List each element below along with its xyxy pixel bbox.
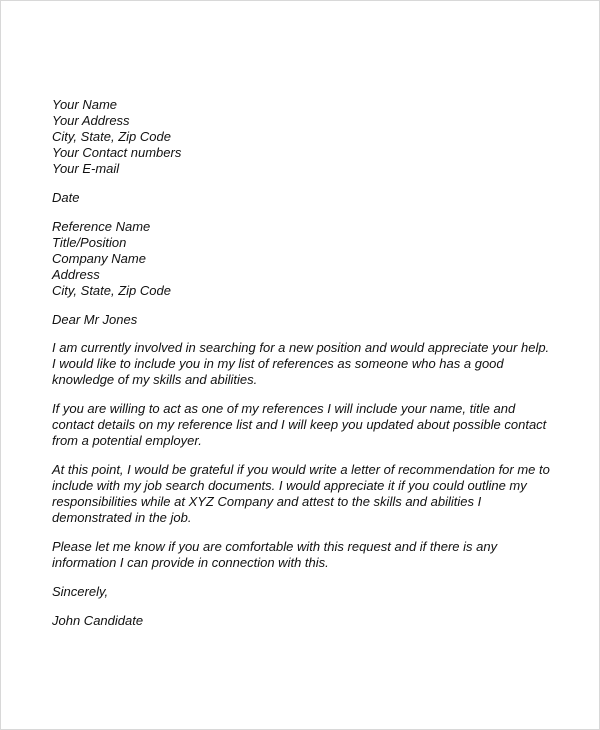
salutation-block: [52, 312, 572, 328]
date-block: [52, 190, 572, 206]
signature-name: John Candidate: [52, 613, 144, 628]
paragraph-3: [52, 462, 572, 526]
recipient-company: Company Name: [52, 251, 146, 266]
recipient-block: [52, 219, 572, 299]
recipient-address: Address: [52, 267, 100, 282]
signature-block: [52, 613, 572, 629]
paragraph-line: from a potential employer.: [52, 433, 202, 448]
closing: Sincerely,: [52, 584, 109, 599]
paragraph-line: demonstrated in the job.: [52, 510, 192, 525]
paragraph-line: I am currently involved in searching for a new position and would appreciate your help.: [52, 340, 550, 355]
sender-block: [52, 97, 572, 177]
letter-body: [52, 97, 572, 629]
paragraph-4: [52, 539, 572, 571]
paragraph-line: I would like to include you in my list of references as someone who has a good: [52, 356, 504, 371]
sender-email: Your E-mail: [52, 161, 120, 176]
recipient-city-state-zip: City, State, Zip Code: [52, 283, 171, 298]
closing-block: [52, 584, 572, 600]
paragraph-line: At this point, I would be grateful if you would write a letter of recommendation for me to: [52, 462, 550, 477]
paragraph-line: contact details on my reference list and I will keep you updated about possible contact: [52, 417, 547, 432]
paragraph-line: Please let me know if you are comfortable with this request and if there is any: [52, 539, 498, 554]
paragraph-line: knowledge of my skills and abilities.: [52, 372, 258, 387]
salutation: Dear Mr Jones: [52, 312, 138, 327]
recipient-name: Reference Name: [52, 219, 151, 234]
paragraph-line: responsibilities while at XYZ Company and attest to the skills and abilities I: [52, 494, 482, 509]
sender-contact-numbers: Your Contact numbers: [52, 145, 182, 160]
paragraph-line: information I can provide in connection with this.: [52, 555, 329, 570]
paragraph-1: [52, 340, 572, 388]
recipient-title: Title/Position: [52, 235, 127, 250]
sender-name: Your Name: [52, 97, 118, 112]
paragraph-2: [52, 401, 572, 449]
sender-address: Your Address: [52, 113, 130, 128]
letter-date: Date: [52, 190, 80, 205]
paragraph-line: If you are willing to act as one of my references I will include your name, title and: [52, 401, 516, 416]
sender-city-state-zip: City, State, Zip Code: [52, 129, 171, 144]
paragraph-line: include with my job search documents. I would appreciate it if you could outline my: [52, 478, 527, 493]
